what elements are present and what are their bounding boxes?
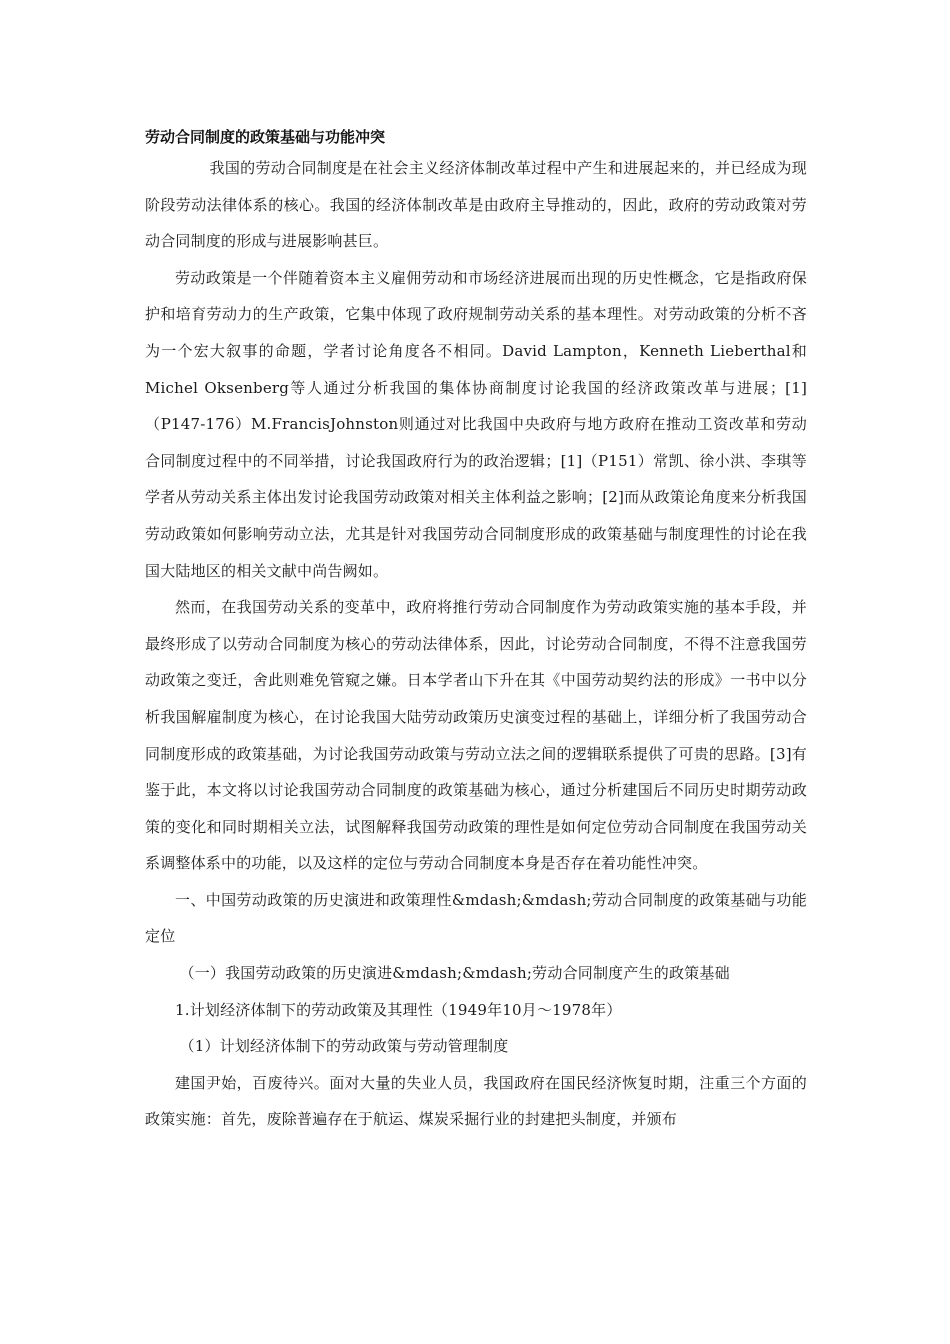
paragraph-however: 然而，在我国劳动关系的变革中，政府将推行劳动合同制度作为劳动政策实施的基本手段，并最终形成了以劳动合同制度为核心的劳动法律体系，因此，讨论劳动合同制度，不得不注意我国劳动政策之变迁，舍此则难免管窥之嫌。日本学者山下升在其《中国劳动契约法的形成》一书中以分析我国解雇制度为核心，在讨论我国大陆劳动政策历史演变过程的基础上，详细分析了我国劳动合同制度形成的政策基础，为讨论我国劳动政策与劳动立法之间的逻辑联系提供了可贵的思路。[3]有鉴于此，本文将以讨论我国劳动合同制度的政策基础为核心，通过分析建国后不同历史时期劳动政策的变化和同时期相关立法，试图解释我国劳动政策的理性是如何定位劳动合同制度在我国劳动关系调整体系中的功能，以及这样的定位与劳动合同制度本身是否存在着功能性冲突。 bbox=[145, 598, 807, 873]
section-heading-1-1: （一）我国劳动政策的历史演进&mdash;&mdash;劳动合同制度产生的政策基础 bbox=[179, 964, 730, 983]
document-title: 劳动合同制度的政策基础与功能冲突 bbox=[145, 128, 386, 146]
section-heading-1-1-1-1: （1）计划经济体制下的劳动政策与劳动管理制度 bbox=[179, 1037, 509, 1056]
section-heading-1-1-1: 1.计划经济体制下的劳动政策及其理性（1949年10月～1978年） bbox=[175, 1000, 622, 1019]
paragraph-founding: 建国尹始，百废待兴。面对大量的失业人员，我国政府在国民经济恢复时期，注重三个方面的政策实施：首先，废除普遍存在于航运、煤炭采掘行业的封建把头制度，并颁布 bbox=[145, 1073, 807, 1129]
document-page bbox=[145, 126, 807, 1138]
section-heading-1: 一、中国劳动政策的历史演进和政策理性&mdash;&mdash;劳动合同制度的政策基础与功能定位 bbox=[145, 890, 807, 946]
paragraph-labor-policy: 劳动政策是一个伴随着资本主义雇佣劳动和市场经济进展而出现的历史性概念，它是指政府保护和培育劳动力的生产政策，它集中体现了政府规制劳动关系的基本理性。对劳动政策的分析不吝为一个宏大叙事的命题，学者讨论角度各不相同。David Lampton，Kenneth Lieberthal和Michel Oksenberg等人通过分析我国的集体协商制度讨论我国的经济政策改革与进展；[1]（P147-176）M.FrancisJohnston则通过对比我国中央政府与地方政府在推动工资改革和劳动合同制度过程中的不同举措，讨论我国政府行为的政治逻辑；[1]（P151）常凯、徐小洪、李琪等学者从劳动关系主体出发讨论我国劳动政策对相关主体利益之影响；[2]而从政策论角度来分析我国劳动政策如何影响劳动立法，尤其是针对我国劳动合同制度形成的政策基础与制度理性的讨论在我国大陆地区的相关文献中尚告阙如。 bbox=[145, 268, 807, 580]
paragraph-intro: 我国的劳动合同制度是在社会主义经济体制改革过程中产生和进展起来的，并已经成为现阶段劳动法律体系的核心。我国的经济体制改革是由政府主导推动的，因此，政府的劳动政策对劳动合同制度的形成与进展影响甚巨。 bbox=[145, 159, 807, 251]
